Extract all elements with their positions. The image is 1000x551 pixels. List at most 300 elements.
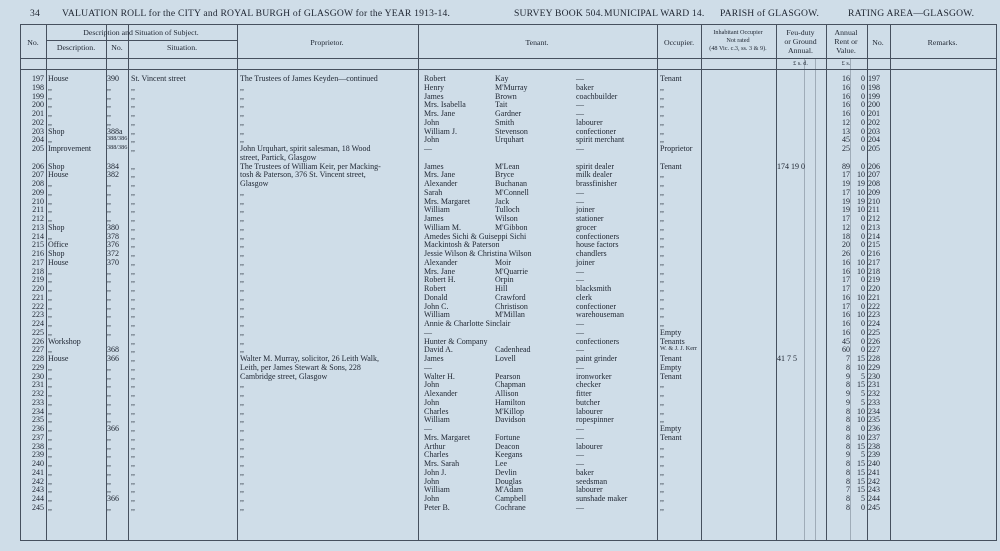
row-trade: labourer — [576, 117, 603, 127]
row-occupier: ,, — [660, 502, 664, 512]
row-situation: ,, — [131, 187, 135, 197]
row-rent-shillings: 0 — [861, 222, 865, 232]
row-description: ,, — [48, 380, 52, 390]
row-proprietor: ,, — [240, 205, 244, 215]
row-situation: ,, — [131, 170, 135, 180]
row-rent-shillings: 10 — [857, 292, 865, 302]
row-number: 242 — [32, 476, 44, 486]
row-tenant-first: Sarah — [424, 187, 443, 197]
row-tenant-first: — — [424, 362, 432, 372]
row-number-right: 229 — [868, 362, 880, 372]
row-rent-pounds: 60 — [842, 345, 850, 355]
row-description: ,, — [48, 432, 52, 442]
row-rent-pounds: 89 — [842, 161, 850, 171]
row-rent-shillings: 0 — [861, 117, 865, 127]
row-tenant-first: Alexander — [424, 179, 458, 188]
row-number-right: 221 — [868, 292, 880, 302]
row-number: 236 — [32, 424, 44, 433]
row-number: 206 — [32, 161, 44, 171]
row-number: 216 — [32, 249, 44, 258]
row-rent-shillings: 0 — [861, 275, 865, 285]
row-rent-shillings: 0 — [861, 126, 865, 136]
row-situation: ,, — [131, 406, 135, 416]
row-tenant-first: William — [424, 310, 450, 320]
row-situation: ,, — [131, 502, 135, 512]
row-street-number: ,, — [107, 415, 111, 425]
row-number-right: 211 — [868, 205, 880, 215]
row-occupier: ,, — [660, 494, 664, 503]
row-rent-pounds: 25 — [842, 144, 850, 153]
row-street-number: ,, — [107, 502, 111, 512]
row-occupier: ,, — [660, 467, 664, 477]
row-trade: fitter — [576, 389, 592, 398]
row-tenant-first: James — [424, 161, 444, 171]
row-rent-pounds: 16 — [842, 327, 850, 337]
row-occupier: ,, — [660, 109, 664, 118]
row-rent-pounds: 26 — [842, 249, 850, 258]
row-description: ,, — [48, 485, 52, 495]
row-proprietor: ,, — [240, 380, 244, 390]
row-number-right: 206 — [868, 161, 880, 171]
row-proprietor: The Trustees of William Keir, per Macking- — [240, 161, 381, 171]
row-occupier: Tenant — [660, 432, 682, 442]
row-number-right: 209 — [868, 187, 880, 197]
row-rent-shillings: 0 — [861, 135, 865, 145]
row-number: 232 — [32, 389, 44, 398]
row-tenant-first: Alexander — [424, 257, 458, 267]
row-situation: ,, — [131, 231, 135, 241]
row-situation: ,, — [131, 100, 135, 110]
row-number: 212 — [32, 214, 44, 223]
row-number: 233 — [32, 397, 44, 407]
row-street-number: ,, — [107, 450, 111, 460]
row-tenant-first: — — [424, 424, 432, 433]
row-trade: — — [576, 327, 584, 337]
row-rent-pounds: 17 — [842, 187, 850, 197]
row-number-right: 202 — [868, 117, 880, 127]
row-rent-shillings: 19 — [857, 196, 865, 206]
row-description: ,, — [48, 310, 52, 320]
row-description: ,, — [48, 406, 52, 416]
row-trade: — — [576, 450, 584, 460]
row-tenant-last: Brown — [495, 91, 517, 101]
row-street-number: ,, — [107, 319, 111, 328]
row-number-right: 204 — [868, 135, 880, 145]
row-tenant-last: M'Connell — [495, 187, 529, 197]
row-rent-shillings: 0 — [861, 100, 865, 110]
row-number: 214 — [32, 231, 44, 241]
row-situation: ,, — [131, 336, 135, 346]
row-feu-duty: 174 19 0 — [777, 161, 805, 171]
row-tenant-last: Davidson — [495, 415, 526, 425]
row-tenant-first: James — [424, 214, 444, 223]
row-number: 239 — [32, 450, 44, 460]
row-description: ,, — [48, 91, 52, 101]
row-situation: ,, — [131, 476, 135, 486]
row-street-number: ,, — [107, 380, 111, 390]
row-street-number: 388/386 — [107, 135, 128, 143]
row-number-right: 236 — [868, 424, 880, 433]
row-number: 228 — [32, 354, 44, 363]
col-description-group: Description and Situation of Subject. — [83, 28, 199, 37]
row-description: ,, — [48, 424, 52, 433]
row-street-number: ,, — [107, 117, 111, 127]
row-situation: ,, — [131, 301, 135, 311]
row-tenant-first: Peter B. — [424, 502, 450, 512]
row-street-number: ,, — [107, 441, 111, 451]
row-trade: — — [576, 502, 584, 512]
roll-title: VALUATION ROLL for the CITY and ROYAL BURGH of GLASGOW for the YEAR 1913-14. — [62, 8, 451, 19]
row-description: ,, — [48, 109, 52, 118]
row-tenant-last: Wilson — [495, 214, 518, 223]
row-situation: ,, — [131, 266, 135, 276]
row-street-number: 366 — [107, 424, 119, 433]
row-trade: clerk — [576, 292, 592, 302]
row-tenant-first: William M. — [424, 222, 462, 232]
row-number: 231 — [32, 380, 44, 390]
row-proprietor: ,, — [240, 415, 244, 425]
row-street-number: ,, — [107, 266, 111, 276]
row-occupier: Tenant — [660, 161, 682, 171]
col-number: No. — [111, 43, 123, 52]
col-annual-3: Value. — [836, 46, 856, 55]
row-rent-pounds: 19 — [842, 196, 850, 206]
row-trade: coachbuilder — [576, 91, 618, 101]
row-proprietor: ,, — [240, 494, 244, 503]
row-description: ,, — [48, 371, 52, 381]
row-rent-shillings: 0 — [861, 214, 865, 223]
row-trade: blacksmith — [576, 284, 612, 293]
row-description: ,, — [48, 441, 52, 451]
row-description: ,, — [48, 284, 52, 293]
row-tenant-last: Hamilton — [495, 397, 526, 407]
row-occupier: ,, — [660, 179, 664, 188]
row-rent-shillings: 0 — [861, 336, 865, 346]
row-proprietor: Leith, per James Stewart & Sons, 228 — [240, 362, 361, 372]
row-tenant-first: Mrs. Jane — [424, 266, 456, 276]
rating-area: RATING AREA—GLASGOW. — [848, 8, 975, 19]
row-rent-pounds: 16 — [842, 91, 850, 101]
row-tenant-first: John C. — [424, 301, 449, 311]
rule-line — [657, 24, 658, 541]
row-description: Shop — [48, 249, 65, 258]
row-trade: confectioner — [576, 301, 616, 311]
row-trade: — — [576, 275, 584, 285]
row-rent-shillings: 10 — [857, 187, 865, 197]
col-no-right: No. — [872, 38, 884, 47]
row-trade: house factors — [576, 240, 619, 250]
row-number-right: 213 — [868, 222, 880, 232]
row-trade: seedsman — [576, 476, 608, 486]
row-situation: ,, — [131, 135, 135, 145]
row-description: Shop — [48, 126, 65, 136]
page-header — [30, 8, 995, 22]
row-number-right: 214 — [868, 231, 880, 241]
page-number: 34 — [30, 8, 40, 19]
row-number-right: 233 — [868, 397, 880, 407]
row-trade: labourer — [576, 441, 603, 451]
row-trade: brassfinisher — [576, 179, 617, 188]
row-rent-pounds: 8 — [846, 459, 850, 468]
row-proprietor: ,, — [240, 196, 244, 206]
row-situation: ,, — [131, 485, 135, 495]
row-description: ,, — [48, 266, 52, 276]
row-situation: ,, — [131, 205, 135, 215]
row-tenant-last: Moir — [495, 257, 511, 267]
row-number-right: 232 — [868, 389, 880, 398]
row-rent-shillings: 0 — [861, 144, 865, 153]
row-situation: ,, — [131, 371, 135, 381]
row-proprietor: ,, — [240, 476, 244, 486]
row-tenant-last: Christison — [495, 301, 528, 311]
row-rent-shillings: 5 — [861, 450, 865, 460]
row-occupier: Empty — [660, 424, 682, 433]
row-description: ,, — [48, 275, 52, 285]
row-rent-shillings: 0 — [861, 327, 865, 337]
row-occupier: ,, — [660, 406, 664, 416]
row-proprietor: ,, — [240, 397, 244, 407]
row-rent-shillings: 10 — [857, 266, 865, 276]
row-occupier: ,, — [660, 310, 664, 320]
row-description: ,, — [48, 362, 52, 372]
row-description: Shop — [48, 161, 65, 171]
row-street-number: ,, — [107, 301, 111, 311]
row-rent-shillings: 10 — [857, 432, 865, 442]
row-tenant-last: Tait — [495, 100, 508, 110]
row-rent-pounds: 16 — [842, 109, 850, 118]
row-trade: stationer — [576, 214, 604, 223]
row-number-right: 228 — [868, 354, 880, 363]
row-tenant-first: Robert — [424, 74, 446, 83]
row-number: 201 — [32, 109, 44, 118]
row-number: 209 — [32, 187, 44, 197]
row-street-number: ,, — [107, 205, 111, 215]
row-number-right: 216 — [868, 249, 880, 258]
row-tenant-first: Walter H. — [424, 371, 455, 381]
row-trade: paint grinder — [576, 354, 618, 363]
row-tenant-last: Gardner — [495, 109, 522, 118]
row-rent-pounds: 16 — [842, 292, 850, 302]
row-number-right: 226 — [868, 336, 880, 346]
col-inhabitant-2: Not rated — [726, 37, 750, 44]
row-proprietor: ,, — [240, 485, 244, 495]
row-rent-shillings: 15 — [857, 459, 865, 468]
col-proprietor: Proprietor. — [310, 38, 344, 47]
row-number-right: 240 — [868, 459, 880, 468]
row-situation: ,, — [131, 467, 135, 477]
row-occupier: ,, — [660, 187, 664, 197]
row-description: ,, — [48, 179, 52, 188]
row-street-number: ,, — [107, 459, 111, 468]
row-proprietor: John Urquhart, spirit salesman, 18 Wood — [240, 144, 371, 153]
row-number: 225 — [32, 327, 44, 337]
row-situation: ,, — [131, 362, 135, 372]
row-tenant-last: M'Adam — [495, 485, 524, 495]
row-street-number: 378 — [107, 231, 119, 241]
row-street-number: ,, — [107, 292, 111, 302]
row-number: 243 — [32, 485, 44, 495]
col-no: No. — [27, 38, 39, 47]
row-tenant-first: Charles — [424, 406, 449, 416]
row-rent-pounds: 45 — [842, 336, 850, 346]
col-inhabitant-1: Inhabitant Occupier — [713, 29, 763, 36]
row-tenant-last: Jack — [495, 196, 510, 206]
row-number: 245 — [32, 502, 44, 512]
row-tenant-last: M'Killop — [495, 406, 524, 416]
row-number-right: 200 — [868, 100, 880, 110]
row-rent-pounds: 8 — [846, 406, 850, 416]
row-trade: chandlers — [576, 249, 607, 258]
row-rent-pounds: 17 — [842, 214, 850, 223]
row-street-number: ,, — [107, 196, 111, 206]
row-number: 204 — [32, 135, 44, 145]
row-tenant-last: M'Millan — [495, 310, 525, 320]
row-occupier: ,, — [660, 170, 664, 180]
row-description: ,, — [48, 494, 52, 503]
row-rent-shillings: 15 — [857, 485, 865, 495]
row-tenant-first: John — [424, 135, 440, 145]
row-rent-pounds: 8 — [846, 441, 850, 451]
row-tenant-first: Jessie Wilson & Christina Wilson — [424, 249, 532, 258]
row-proprietor: ,, — [240, 345, 244, 355]
row-tenant-first: — — [424, 327, 432, 337]
row-rent-shillings: 10 — [857, 415, 865, 425]
rule-line — [46, 40, 237, 41]
row-proprietor: ,, — [240, 310, 244, 320]
row-description: ,, — [48, 389, 52, 398]
row-tenant-last: Cadenhead — [495, 345, 531, 355]
row-street-number: ,, — [107, 214, 111, 223]
row-street-number: ,, — [107, 362, 111, 372]
row-number: 198 — [32, 82, 44, 92]
row-trade: spirit merchant — [576, 135, 625, 145]
row-tenant-first: Mrs. Sarah — [424, 459, 460, 468]
row-tenant-first: William — [424, 415, 450, 425]
row-proprietor: ,, — [240, 432, 244, 442]
row-number: 244 — [32, 494, 44, 503]
row-trade: confectioners — [576, 336, 620, 346]
row-number: 240 — [32, 459, 44, 468]
row-situation: ,, — [131, 249, 135, 258]
row-occupier: ,, — [660, 100, 664, 110]
row-number: 234 — [32, 406, 44, 416]
col-feu-units: £ s. d. — [793, 60, 808, 67]
row-rent-shillings: 15 — [857, 441, 865, 451]
row-rent-shillings: 10 — [857, 310, 865, 320]
row-description: Improvement — [48, 144, 92, 153]
row-occupier: Empty — [660, 362, 682, 372]
row-situation: ,, — [131, 432, 135, 442]
row-description: ,, — [48, 135, 52, 145]
row-number-right: 220 — [868, 284, 880, 293]
row-tenant-first: William — [424, 205, 450, 215]
row-number-right: 245 — [868, 502, 880, 512]
row-number: 220 — [32, 284, 44, 293]
row-tenant-last: Devlin — [495, 467, 517, 477]
row-proprietor: ,, — [240, 327, 244, 337]
row-number-right: 224 — [868, 319, 880, 328]
row-tenant-first: David A. — [424, 345, 453, 355]
municipal-ward: MUNICIPAL WARD 14. — [604, 8, 705, 19]
row-trade: milk dealer — [576, 170, 613, 180]
row-tenant-first: Mrs. Isabella — [424, 100, 466, 110]
row-situation: ,, — [131, 459, 135, 468]
row-rent-shillings: 0 — [861, 424, 865, 433]
row-tenant-first: John — [424, 117, 440, 127]
row-trade: labourer — [576, 406, 603, 416]
row-number-right: 230 — [868, 371, 880, 381]
row-trade: — — [576, 144, 584, 153]
row-description: ,, — [48, 82, 52, 92]
row-number: 211 — [32, 205, 44, 215]
row-number: 223 — [32, 310, 44, 320]
row-street-number: 368 — [107, 345, 119, 355]
col-feu-3: Annual. — [788, 46, 813, 55]
row-description: ,, — [48, 397, 52, 407]
row-street-number: 376 — [107, 240, 119, 250]
row-tenant-first: Arthur — [424, 441, 446, 451]
parish: PARISH of GLASGOW. — [720, 8, 820, 19]
col-tenant: Tenant. — [525, 38, 549, 47]
row-number: 199 — [32, 91, 44, 101]
row-proprietor: ,, — [240, 249, 244, 258]
row-rent-pounds: 8 — [846, 362, 850, 372]
row-street-number: 388/386 — [107, 144, 128, 151]
row-situation: ,, — [131, 424, 135, 433]
row-number: 229 — [32, 362, 44, 372]
row-situation: ,, — [131, 441, 135, 451]
row-trade: joiner — [576, 205, 595, 215]
row-rent-shillings: 0 — [861, 284, 865, 293]
row-rent-pounds: 8 — [846, 502, 850, 512]
row-description: House — [48, 74, 69, 83]
row-rent-pounds: 9 — [846, 389, 850, 398]
row-street-number: ,, — [107, 485, 111, 495]
row-situation: ,, — [131, 91, 135, 101]
row-number-right: 222 — [868, 301, 880, 311]
row-street-number: ,, — [107, 100, 111, 110]
row-proprietor: ,, — [240, 117, 244, 127]
col-description: Description. — [56, 43, 96, 52]
row-tenant-last: Buchanan — [495, 179, 527, 188]
row-street-number: 370 — [107, 257, 119, 267]
row-street-number: ,, — [107, 109, 111, 118]
row-trade: — — [576, 319, 584, 328]
row-tenant-first: Henry — [424, 82, 444, 92]
row-tenant-first: John — [424, 494, 440, 503]
row-proprietor: The Trustees of James Keyden—continued — [240, 74, 378, 83]
row-tenant-last: Smith — [495, 117, 515, 127]
row-rent-shillings: 10 — [857, 170, 865, 180]
row-trade: — — [576, 345, 584, 355]
row-proprietor: ,, — [240, 292, 244, 302]
row-description: ,, — [48, 100, 52, 110]
row-tenant-first: Hunter & Company — [424, 336, 488, 346]
rule-line — [890, 24, 891, 541]
row-number: 217 — [32, 257, 44, 267]
row-street-number: ,, — [107, 284, 111, 293]
row-tenant-last: Allison — [495, 389, 519, 398]
row-occupier: ,, — [660, 450, 664, 460]
row-tenant-first: Annie & Charlotte Sinclair — [424, 319, 511, 328]
row-number-right: 238 — [868, 441, 880, 451]
row-tenant-first: — — [424, 144, 432, 153]
row-number-right: 234 — [868, 406, 880, 416]
row-number-right: 197 — [868, 74, 880, 83]
row-rent-pounds: 7 — [846, 485, 850, 495]
row-rent-shillings: 0 — [861, 249, 865, 258]
row-rent-pounds: 8 — [846, 380, 850, 390]
